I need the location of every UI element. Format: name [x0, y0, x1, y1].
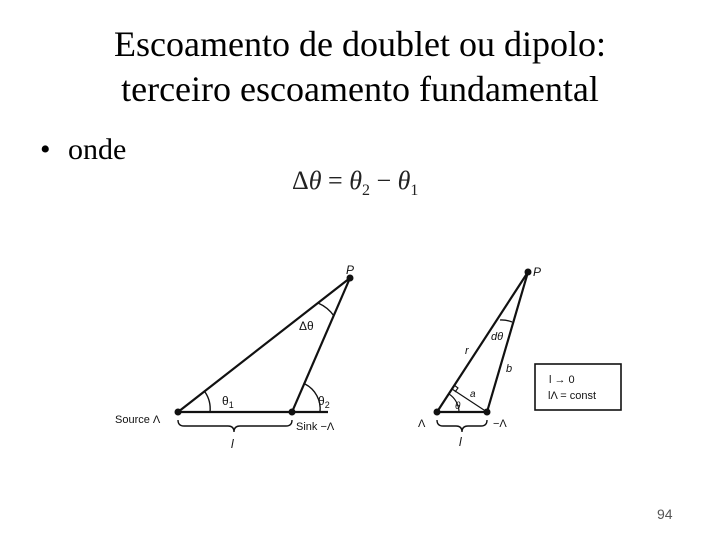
equation-term2-sub: 1 — [410, 182, 419, 200]
right-distance-label: l — [459, 435, 462, 449]
equation-delta: Δ — [292, 166, 309, 195]
right-p-label: P — [533, 265, 542, 279]
right-r-label: r — [465, 345, 469, 357]
left-distance-brace — [178, 420, 292, 432]
right-a-label: a — [470, 389, 476, 400]
equation-minus: − — [369, 166, 398, 195]
equation-term1-sub: 2 — [361, 182, 370, 200]
sink-point-marker — [289, 409, 296, 416]
left-theta2-label: $\theta_2$ — [318, 394, 330, 410]
delta-theta-arc — [318, 303, 334, 316]
equation-equals: = — [321, 166, 350, 195]
theta1-arc — [205, 392, 210, 412]
limit-line-2: lΛ = const — [548, 390, 597, 402]
right-dtheta-label: dθ — [491, 331, 504, 343]
right-distance-brace — [437, 420, 487, 432]
limit-line-1: l → 0 — [549, 374, 575, 386]
bullet-icon: • — [40, 133, 51, 166]
right-source-point-marker — [434, 409, 441, 416]
equation-term2-var: θ — [397, 166, 411, 195]
dtheta-arc — [500, 320, 512, 322]
right-theta-label: θ — [455, 401, 461, 412]
source-to-p-line — [178, 278, 350, 412]
sink-to-p-line — [292, 278, 350, 412]
source-label: Source Λ — [115, 414, 161, 426]
right-point-p-marker — [525, 269, 532, 276]
left-p-label: P — [346, 263, 355, 277]
left-theta1-label: $\theta_1$ — [222, 394, 234, 410]
equation-lhs-var: θ — [308, 166, 322, 195]
right-b-label: b — [506, 363, 513, 375]
source-point-marker — [175, 409, 182, 416]
right-sink-point-marker — [484, 409, 491, 416]
limit-box — [535, 364, 621, 410]
left-distance-label: l — [231, 437, 234, 451]
page-number: 94 — [657, 506, 673, 522]
left-delta-theta-label: Δθ — [299, 319, 314, 333]
right-sink-label: −Λ — [493, 418, 507, 430]
title-line-1: Escoamento de doublet ou dipolo: — [114, 24, 606, 64]
sink-label: Sink −Λ — [296, 421, 335, 433]
right-source-label: Λ — [418, 418, 426, 430]
equation-term1-var: θ — [349, 166, 362, 195]
bullet-text: onde — [68, 133, 127, 166]
right-r-line — [437, 272, 528, 412]
title-line-2: terceiro escoamento fundamental — [121, 69, 599, 109]
